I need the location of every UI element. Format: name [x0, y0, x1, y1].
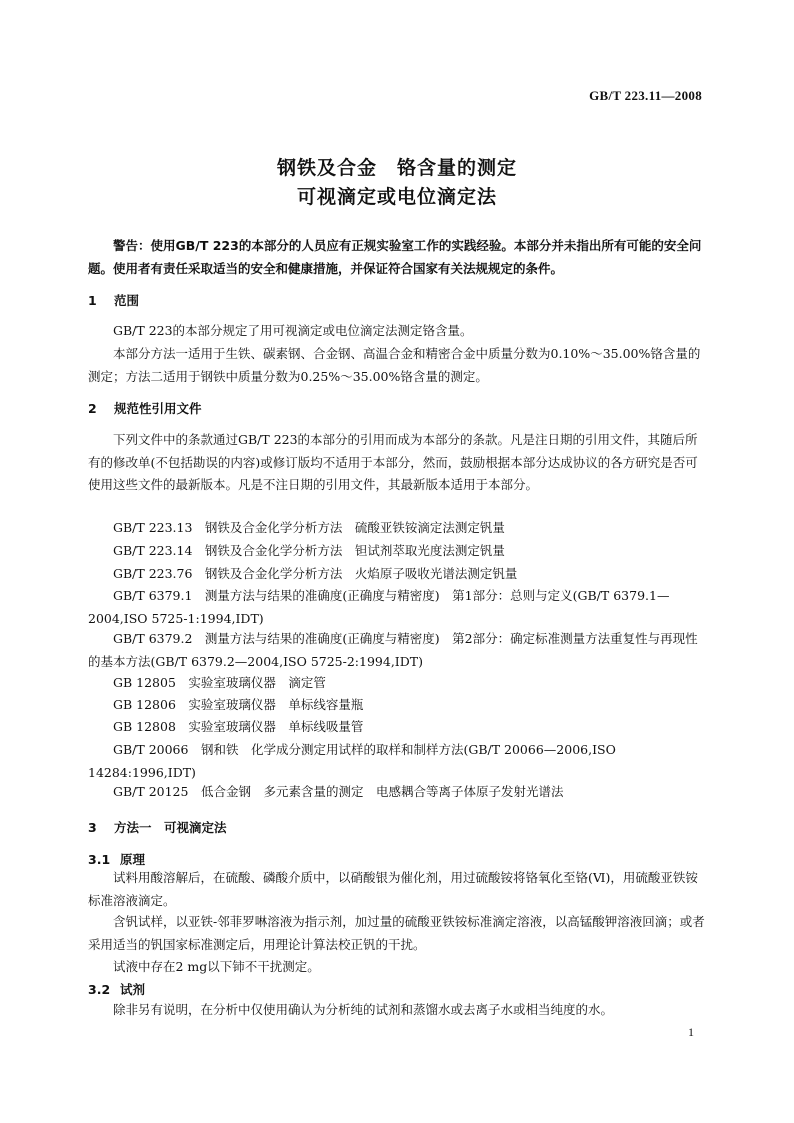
section-3-heading: [88, 818, 227, 836]
reference-item: GB/T 223.13 钢铁及合金化学分析方法 硫酸亚铁铵滴定法测定钒量: [113, 520, 505, 535]
reference-item: GB 12808 实验室玻璃仪器 单标线吸量管: [113, 719, 364, 734]
section-number: 2: [88, 401, 97, 416]
section-3-1-heading: [88, 850, 145, 868]
reference-item: GB 12805 实验室玻璃仪器 滴定管: [113, 675, 326, 690]
reference-item: GB/T 6379.2 测量方法与结果的准确度(正确度与精密度) 第2部分：确定标准测量方法重复性与再现性的基本方法(GB/T 6379.2—2004,ISO 5725-2:1994,IDT): [88, 631, 698, 669]
document-title-line2: 可视滴定或电位滴定法: [296, 186, 497, 208]
principle-paragraph-1: 试料用酸溶解后，在硫酸、磷酸介质中，以硝酸银为催化剂，用过硫酸铵将铬氧化至铬(Ⅵ)，用硫酸亚铁铵标准溶液滴定。: [88, 870, 698, 908]
safety-warning: 警告：使用GB/T 223的本部分的人员应有正规实验室工作的实践经验。本部分并未指出所有可能的安全问题。使用者有责任采取适当的安全和健康措施，并保证符合国家有关法规规定的条件。: [88, 238, 702, 276]
reference-item: GB/T 223.76 钢铁及合金化学分析方法 火焰原子吸收光谱法测定钒量: [113, 566, 518, 581]
section-title: 规范性引用文件: [114, 401, 202, 416]
document-title-line1: 钢铁及合金 铬含量的测定: [276, 157, 517, 179]
principle-paragraph-3: 试液中存在2 mg以下铈不干扰测定。: [113, 959, 320, 974]
page-number: 1: [688, 1025, 694, 1039]
section-number: 3: [88, 820, 97, 835]
section-number: 3.2: [88, 982, 111, 997]
section-number: 1: [88, 293, 97, 308]
section-title: 方法一 可视滴定法: [114, 820, 227, 835]
reference-item: GB 12806 实验室玻璃仪器 单标线容量瓶: [113, 697, 364, 712]
scope-paragraph-2: 本部分方法一适用于生铁、碳素钢、合金钢、高温合金和精密合金中质量分数为0.10%～35.00%铬含量的测定；方法二适用于钢铁中质量分数为0.25%～35.00%铬含量的测定。: [88, 346, 701, 384]
section-number: 3.1: [88, 852, 111, 867]
reference-item: GB/T 20066 钢和铁 化学成分测定用试样的取样和制样方法(GB/T 20066—2006,ISO 14284:1996,IDT): [88, 742, 616, 780]
reagents-paragraph-1: 除非另有说明，在分析中仅使用确认为分析纯的试剂和蒸馏水或去离子水或相当纯度的水。: [113, 1002, 614, 1017]
standard-code: GB/T 223.11—2008: [589, 88, 702, 103]
reference-item: GB/T 223.14 钢铁及合金化学分析方法 钽试剂萃取光度法测定钒量: [113, 543, 505, 558]
section-2-heading: [88, 399, 202, 417]
section-1-heading: [88, 291, 139, 309]
scope-paragraph-1: GB/T 223的本部分规定了用可视滴定或电位滴定法测定铬含量。: [113, 323, 473, 338]
principle-paragraph-2: 含钒试样，以亚铁-邻菲罗啉溶液为指示剂，加过量的硫酸亚铁铵标准滴定溶液，以高锰酸钾溶液回滴；或者采用适当的钒国家标准测定后，用理论计算法校正钒的干扰。: [88, 914, 705, 952]
section-title: 试剂: [120, 982, 146, 997]
section-title: 范围: [114, 293, 140, 308]
section-3-2-heading: [88, 980, 145, 998]
reference-item: GB/T 6379.1 测量方法与结果的准确度(正确度与精密度) 第1部分：总则与定义(GB/T 6379.1—2004,ISO 5725-1:1994,IDT): [88, 588, 670, 626]
reference-item: GB/T 20125 低合金钢 多元素含量的测定 电感耦合等离子体原子发射光谱法: [113, 784, 564, 799]
normative-refs-intro: 下列文件中的条款通过GB/T 223的本部分的引用而成为本部分的条款。凡是注日期的引用文件，其随后所有的修改单(不包括勘误的内容)或修订版均不适用于本部分，然而，鼓励根据本部分达成协议的各方研究是否可使用这些文件的最新版本。凡是不注日期的引用文件，其最新版本适用于本部分。: [88, 432, 698, 492]
section-title: 原理: [120, 852, 146, 867]
